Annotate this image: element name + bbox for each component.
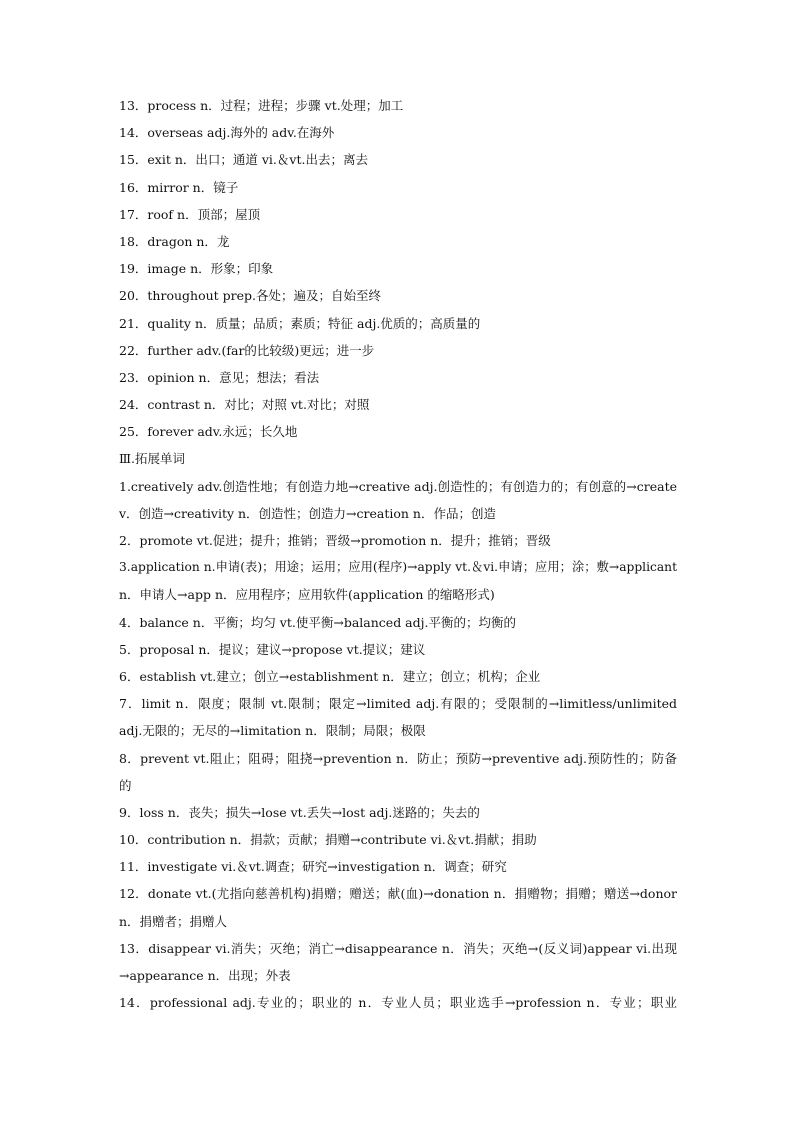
entry-18-dragon: 18．dragon n．龙 [119,233,230,249]
entry-25-forever: 25．forever adv.永远；长久地 [119,424,298,440]
entry-20-throughout: 20．throughout prep.各处；遍及；自始至终 [119,288,382,304]
entry-19-image: 19．image n．形象；印象 [119,261,274,277]
expand-3-application-line-2: n．申请人→app n．应用程序；应用软件(application 的缩略形式) [119,587,495,603]
expand-9-loss: 9．loss n．丧失；损失→lose vt.丢失→lost adj.迷路的；失去的 [119,804,480,820]
expand-5-proposal: 5．proposal n．提议；建议→propose vt.提议；建议 [119,641,426,657]
section-heading: Ⅲ.拓展单词 [119,451,186,467]
expand-4-balance: 4．balance n．平衡；均匀 vt.使平衡→balanced adj.平衡的；均衡的 [119,614,516,630]
entry-24-contrast: 24．contrast n．对比；对照 vt.对比；对照 [119,397,370,413]
expand-6-establish: 6．establish vt.建立；创立→establishment n．建立；创立；机构；企业 [119,668,541,684]
expand-2-promote: 2．promote vt.促进；提升；推销；晋级→promotion n．提升；推销；晋级 [119,533,551,548]
expand-10-contribution: 10．contribution n．捐款；贡献；捐赠→contribute vi.＆vt.捐献；捐助 [119,832,537,848]
expand-13-disappear-line-2: →appearance n．出现；外表 [119,968,291,983]
expand-3-application-line-1: 3.application n.申请(表)；用途；运用；应用(程序)→apply vt.＆vi.申请；应用；涂；敷→applicant [119,560,677,575]
expand-12-donate-line-1: 12．donate vt.(尤指向慈善机构)捐赠；赠送；献(血)→donation n．捐赠物；捐赠；赠送→donor [119,886,677,902]
expand-8-prevent-line-1: 8．prevent vt.阻止；阻碍；阻挠→prevention n．防止；预防→preventive adj.预防性的；防备 [119,750,677,766]
expand-11-investigate: 11．investigate vi.＆vt.调查；研究→investigation n．调查；研究 [119,859,507,875]
entry-13-process: 13．process n．过程；进程；步骤 vt.处理；加工 [119,98,404,113]
expand-8-prevent-line-2: 的 [119,777,132,793]
entry-14-overseas: 14．overseas adj.海外的 adv.在海外 [119,125,335,141]
expand-12-donate-line-2: n．捐赠者；捐赠人 [119,913,228,929]
entry-17-roof: 17．roof n．顶部；屋顶 [119,206,261,222]
entry-23-opinion: 23．opinion n．意见；想法；看法 [119,369,320,385]
expand-7-limit-line-1: 7．limit n．限度；限制 vt.限制；限定→limited adj.有限的；受限制的→limitless/unlimited [119,696,677,712]
vocabulary-list [119,92,677,1016]
expand-13-disappear-line-1: 13．disappear vi.消失；灭绝；消亡→disappearance n．消失；灭绝→(反义词)appear vi.出现 [119,940,677,956]
expand-7-limit-line-2: adj.无限的；无尽的→limitation n．限制；局限；极限 [119,723,426,739]
expand-1-creatively-line-1: 1.creatively adv.创造性地；有创造力地→creative adj.创造性的；有创造力的；有创意的→create [119,478,677,494]
expand-14-professional: 14．professional adj.专业的；职业的 n．专业人员；职业选手→profession n．专业；职业 [119,995,677,1011]
entry-15-exit: 15．exit n．出口；通道 vi.＆vt.出去；离去 [119,152,368,168]
entry-21-quality: 21．quality n．质量；品质；素质；特征 adj.优质的；高质量的 [119,315,481,331]
entry-22-further: 22．further adv.(far的比较级)更远；进一步 [119,342,375,358]
expand-1-creatively-line-2: v．创造→creativity n．创造性；创造力→creation n．作品；创造 [119,505,496,521]
entry-16-mirror: 16．mirror n．镜子 [119,179,239,195]
